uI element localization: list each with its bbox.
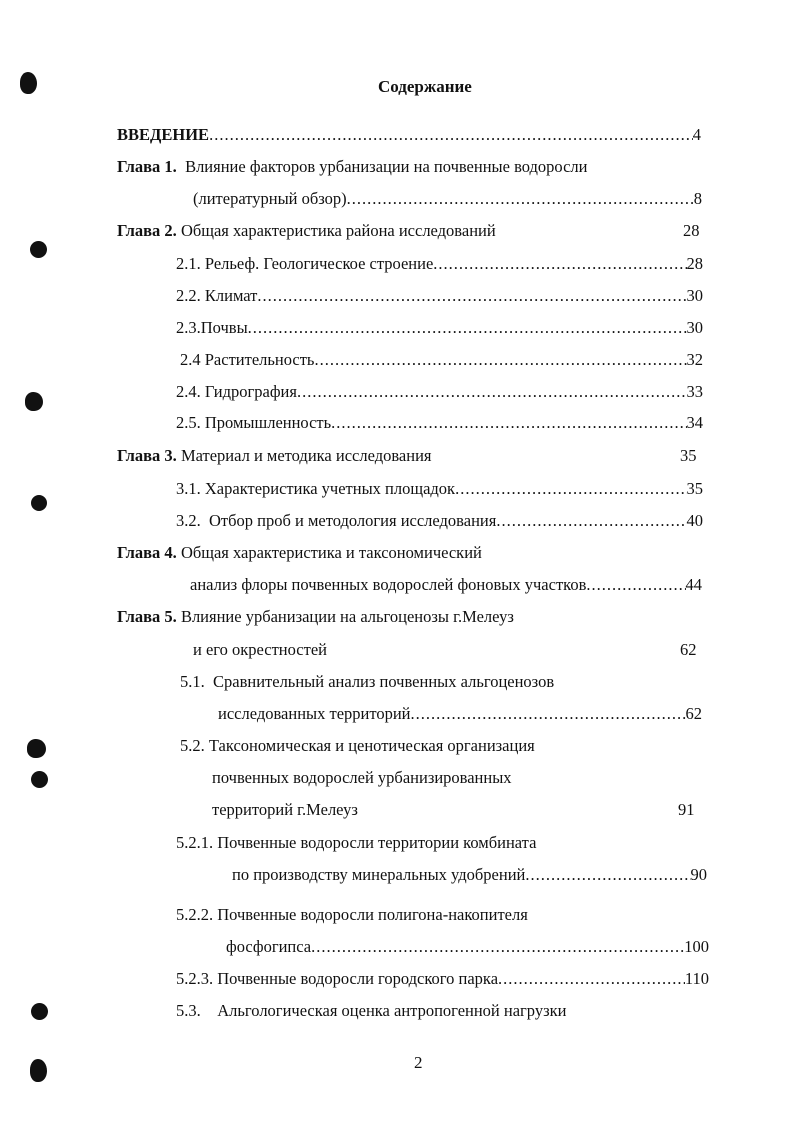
toc-page-number: 40 — [686, 511, 703, 530]
toc-page-number: 91 — [678, 800, 695, 819]
toc-entry — [176, 254, 703, 274]
toc-section-5-2-2-cont — [226, 937, 709, 957]
toc-section-5-3 — [176, 1001, 566, 1021]
toc-entry-text: Сравнительный анализ почвенных альгоценозов — [213, 672, 555, 691]
toc-chapter-head: Глава 2. — [117, 221, 177, 240]
toc-chapter-5-cont: и его окрестностей — [193, 640, 327, 659]
toc-entry-number: 2.5. — [176, 413, 201, 432]
binding-hole-mark — [30, 1059, 47, 1082]
binding-hole-mark — [31, 771, 48, 788]
toc-entry-text: Таксономическая и ценотическая организация — [208, 736, 535, 755]
binding-hole-mark — [31, 495, 47, 511]
binding-hole-mark — [20, 72, 37, 94]
toc-entry-text: исследованных территорий — [218, 704, 411, 723]
toc-chapter-head: Глава 5. — [117, 607, 177, 626]
toc-entry-number: 5.2. — [180, 736, 205, 755]
toc-section-5-2-2 — [176, 905, 528, 925]
toc-section-5-2-cont: территорий г.Мелеуз — [212, 800, 358, 819]
toc-entry-text: Рельеф. Геологическое строение — [204, 254, 434, 273]
toc-entry-number: 5.1. — [180, 672, 205, 691]
binding-hole-mark — [30, 241, 47, 258]
toc-entry-text: Климат — [204, 286, 258, 305]
toc-chapter-3 — [117, 446, 431, 466]
toc-section-5-2-1 — [176, 833, 536, 853]
toc-chapter-title: Материал и методика исследования — [180, 446, 432, 465]
toc-entry-text: Альгологическая оценка антропогенной нагрузки — [217, 1001, 567, 1020]
toc-page-number: 28 — [686, 254, 703, 273]
toc-chapter-title: Влияние урбанизации на альгоценозы г.Мелеуз — [180, 607, 514, 626]
toc-entry-text: Почвенные водоросли территории комбината — [217, 833, 537, 852]
toc-page-number: 4 — [692, 125, 701, 144]
toc-page-number: 35 — [686, 479, 703, 498]
toc-page-number: 90 — [690, 865, 707, 884]
binding-hole-mark — [25, 392, 43, 411]
toc-page-number: 110 — [684, 969, 709, 988]
toc-intro — [117, 125, 701, 145]
toc-chapter-1 — [117, 157, 587, 177]
toc-entry-number: 2.3. — [176, 318, 201, 337]
toc-section-5-1 — [180, 672, 554, 692]
toc-page-number: 62 — [685, 704, 702, 723]
toc-section-5-2-1-cont — [232, 865, 707, 885]
toc-section-5-2 — [180, 736, 535, 756]
toc-entry-number: 5.3. — [176, 1001, 201, 1020]
toc-entry-text: Почвы — [200, 318, 248, 337]
toc-entry-text: Гидрография — [204, 382, 297, 401]
page-title: Содержание — [378, 77, 472, 96]
toc-entry-number: 5.2.1. — [176, 833, 214, 852]
toc-chapter-2 — [117, 221, 496, 241]
toc-section-5-2-3 — [176, 969, 709, 989]
toc-page-number: 30 — [686, 286, 703, 305]
toc-section-5-2-cont: почвенных водорослей урбанизированных — [212, 768, 512, 787]
toc-entry-text: Промышленность — [204, 413, 332, 432]
toc-intro-label: ВВЕДЕНИЕ — [117, 125, 210, 144]
toc-chapter-1-cont — [193, 189, 702, 209]
toc-entry-text: Растительность — [204, 350, 315, 369]
toc-chapter-title: Общая характеристика и таксономический — [180, 543, 482, 562]
toc-entry — [180, 350, 703, 370]
toc-chapter-head: Глава 3. — [117, 446, 177, 465]
toc-entry-text: фосфогипса — [226, 937, 312, 956]
toc-page-number: 33 — [686, 382, 703, 401]
toc-page-number: 32 — [686, 350, 703, 369]
toc-page-number: 62 — [680, 640, 697, 659]
toc-entry — [176, 318, 703, 338]
toc-entry-text: анализ флоры почвенных водорослей фоновых участков — [190, 575, 587, 594]
toc-entry — [176, 382, 703, 402]
toc-entry-number: 5.2.3. — [176, 969, 214, 988]
toc-entry — [176, 286, 703, 306]
toc-chapter-head: Глава 1. — [117, 157, 177, 176]
toc-page-number: 28 — [683, 221, 700, 240]
toc-section-5-1-cont — [218, 704, 702, 724]
toc-page-number: 100 — [684, 937, 709, 956]
toc-entry — [176, 479, 703, 499]
toc-entry-number: 2.4 — [180, 350, 201, 369]
toc-chapter-head: Глава 4. — [117, 543, 177, 562]
binding-hole-mark — [31, 1003, 48, 1020]
toc-entry-number: 2.4. — [176, 382, 201, 401]
toc-entry-text: Отбор проб и методология исследования — [209, 511, 497, 530]
toc-chapter-title: Влияние факторов урбанизации на почвенные водоросли — [185, 157, 588, 176]
toc-entry-text: Характеристика учетных площадок — [204, 479, 456, 498]
toc-entry-text: по производству минеральных удобрений — [232, 865, 526, 884]
toc-chapter-4 — [117, 543, 482, 563]
toc-entry-text: Почвенные водоросли полигона-накопителя — [217, 905, 528, 924]
toc-entry-number: 3.2. — [176, 511, 201, 530]
toc-entry-number: 3.1. — [176, 479, 201, 498]
toc-chapter-5 — [117, 607, 514, 627]
toc-entry — [176, 511, 703, 531]
toc-page-number: 44 — [685, 575, 702, 594]
toc-page-number: 35 — [680, 446, 697, 465]
toc-entry-text: Почвенные водоросли городского парка — [217, 969, 499, 988]
toc-chapter-4-cont — [190, 575, 702, 595]
toc-entry — [176, 413, 703, 433]
toc-entry-text: (литературный обзор) — [193, 189, 347, 208]
toc-entry-number: 2.2. — [176, 286, 201, 305]
page-number: 2 — [414, 1053, 423, 1072]
toc-chapter-title: Общая характеристика района исследований — [180, 221, 496, 240]
binding-hole-mark — [27, 739, 46, 758]
toc-entry-number: 2.1. — [176, 254, 201, 273]
toc-page-number: 34 — [686, 413, 703, 432]
toc-page-number: 30 — [686, 318, 703, 337]
toc-page-number: 8 — [693, 189, 702, 208]
toc-entry-number: 5.2.2. — [176, 905, 214, 924]
